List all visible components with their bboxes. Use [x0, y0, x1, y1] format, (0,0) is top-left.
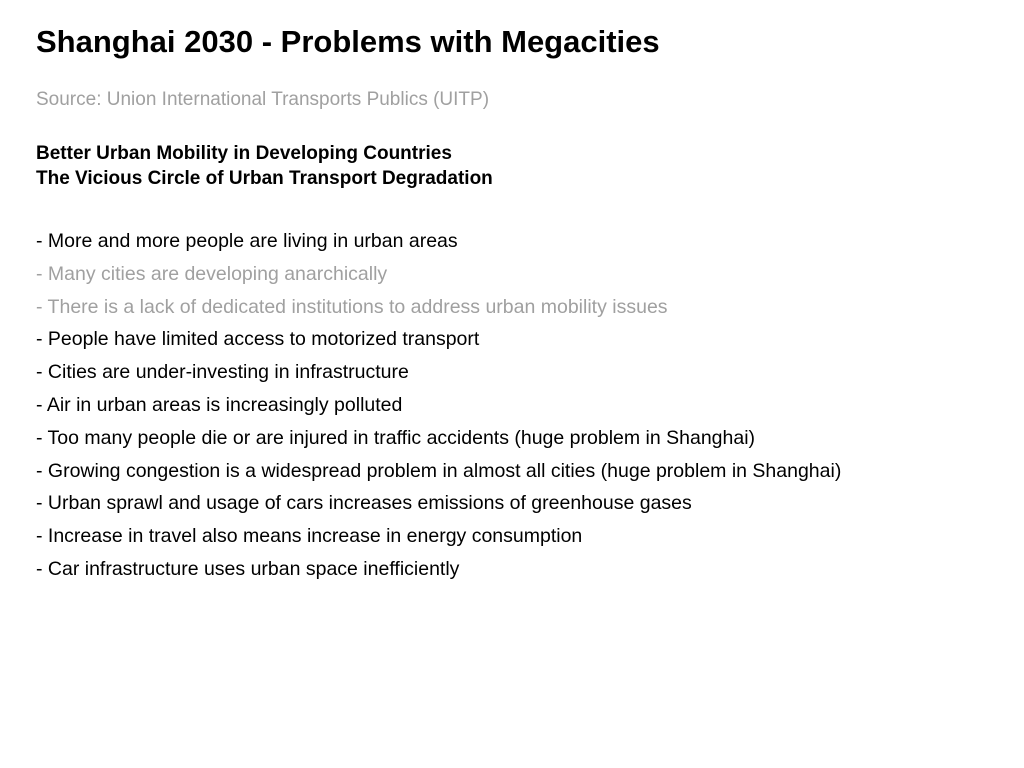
- subtitle-line: Better Urban Mobility in Developing Countries: [36, 143, 452, 164]
- bullet-item: - Cities are under-investing in infrastructure: [36, 361, 409, 384]
- bullet-item: - There is a lack of dedicated institutions to address urban mobility issues: [36, 295, 668, 318]
- bullet-item: - People have limited access to motorized transport: [36, 328, 480, 351]
- subtitle-block: [36, 141, 493, 191]
- bullet-item: - More and more people are living in urban areas: [36, 230, 458, 252]
- source-line: Source: Union International Transports Publics (UITP): [36, 89, 490, 110]
- bullet-item: - Too many people die or are injured in traffic accidents (huge problem in Shanghai): [36, 426, 756, 449]
- bullet-item: - Air in urban areas is increasingly polluted: [36, 393, 403, 416]
- slide: [36, 0, 1006, 768]
- slide-title: Shanghai 2030 - Problems with Megacities: [36, 24, 660, 59]
- bullet-list: [36, 225, 841, 586]
- bullet-item: - Urban sprawl and usage of cars increases emissions of greenhouse gases: [36, 492, 692, 515]
- subtitle-line: The Vicious Circle of Urban Transport Degradation: [36, 168, 493, 189]
- bullet-item: - Growing congestion is a widespread problem in almost all cities (huge problem in Shanghai): [36, 459, 842, 482]
- bullet-item: - Car infrastructure uses urban space inefficiently: [36, 557, 460, 580]
- bullet-item: - Increase in travel also means increase in energy consumption: [36, 525, 583, 548]
- bullet-item: - Many cities are developing anarchically: [36, 262, 388, 285]
